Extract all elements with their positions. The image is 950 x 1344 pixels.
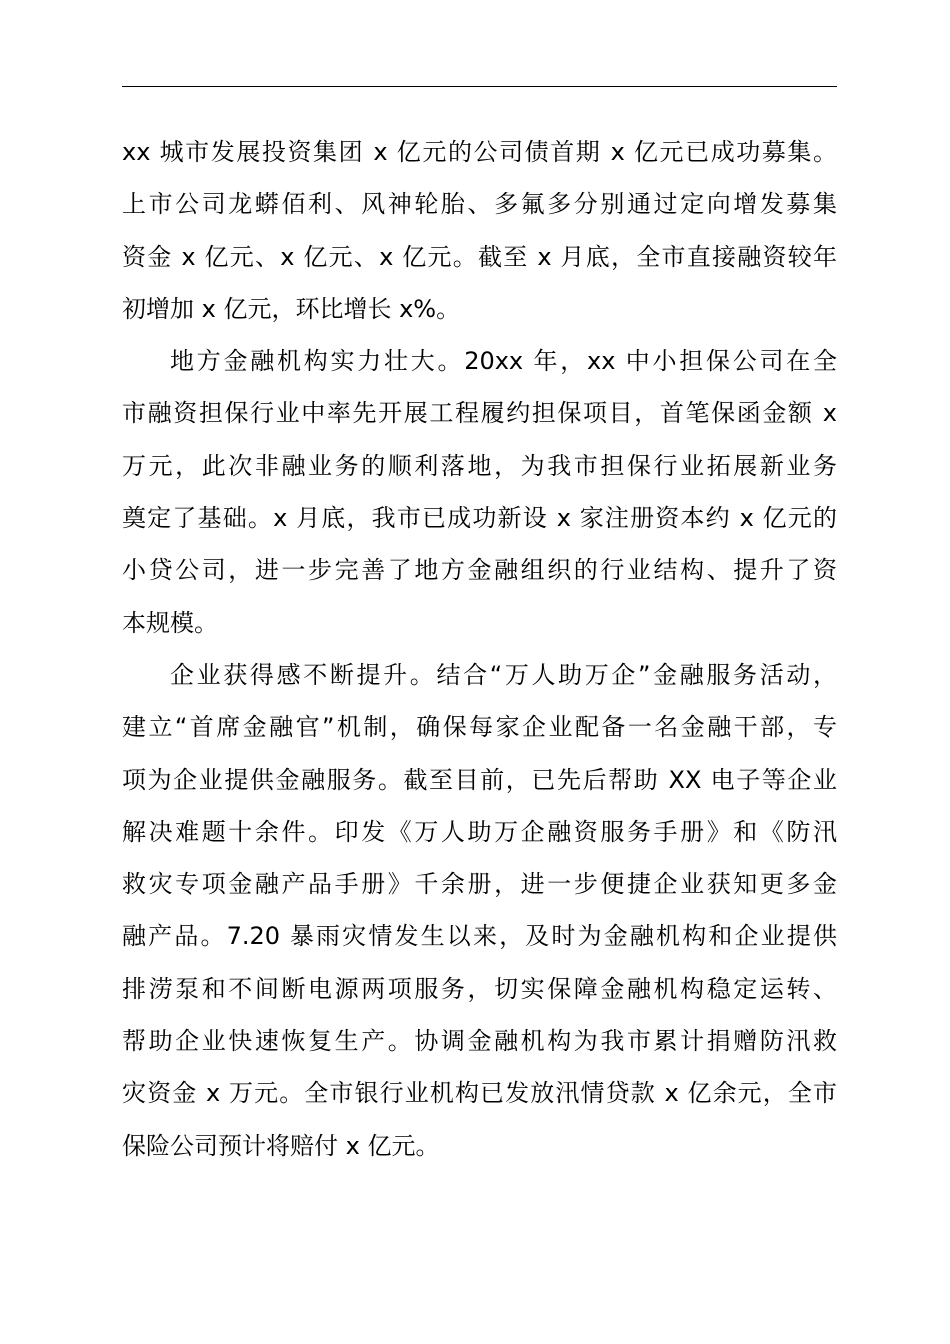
paragraph-3-line-3: 项为企业提供金融服务。截至目前，已先后帮助 XX 电子等企业	[122, 765, 837, 794]
paragraph-1-line-4: 初增加 x 亿元，环比增长 x%。	[122, 294, 461, 323]
paragraph-3-line-2: 建立“首席金融官”机制，确保每家企业配备一名金融干部，专	[122, 713, 837, 742]
paragraph-2-line-5: 小贷公司，进一步完善了地方金融组织的行业结构、提升了资	[122, 556, 837, 585]
paragraph-1-line-1: xx 城市发展投资集团 x 亿元的公司债首期 x 亿元已成功募集。	[122, 138, 837, 166]
paragraph-2-line-1: 地方金融机构实力壮大。20xx 年，xx 中小担保公司在全	[170, 347, 837, 376]
paragraph-3-line-8: 帮助企业快速恢复生产。协调金融机构为我市累计捐赠防汛救	[122, 1027, 837, 1056]
paragraph-2-line-6: 本规模。	[122, 608, 218, 637]
paragraph-3-line-5: 救灾专项金融产品手册》千余册，进一步便捷企业获知更多金	[122, 870, 837, 899]
paragraph-2-line-3: 万元，此次非融业务的顺利落地，为我市担保行业拓展新业务	[122, 451, 837, 480]
paragraph-3-line-9: 灾资金 x 万元。全市银行业机构已发放汛情贷款 x 亿余元，全市	[122, 1079, 837, 1108]
header-rule	[122, 86, 837, 87]
paragraph-2-line-2: 市融资担保行业中率先开展工程履约担保项目，首笔保函金额 x	[122, 399, 837, 428]
paragraph-1-line-3: 资金 x 亿元、x 亿元、x 亿元。截至 x 月底，全市直接融资较年	[122, 242, 837, 271]
paragraph-2-line-4: 奠定了基础。x 月底，我市已成功新设 x 家注册资本约 x 亿元的	[122, 504, 837, 533]
paragraph-3-line-10: 保险公司预计将赔付 x 亿元。	[122, 1131, 440, 1160]
document-body	[122, 126, 837, 1172]
paragraph-3-line-1: 企业获得感不断提升。结合“万人助万企”金融服务活动，	[170, 660, 837, 689]
paragraph-3-line-4: 解决难题十余件。印发《万人助万企融资服务手册》和《防汛	[122, 817, 837, 846]
paragraph-3-line-6: 融产品。7.20 暴雨灾情发生以来，及时为金融机构和企业提供	[122, 922, 837, 951]
paragraph-1-line-2: 上市公司龙蟒佰利、风神轮胎、多氟多分别通过定向增发募集	[122, 190, 837, 219]
paragraph-3-line-7: 排涝泵和不间断电源两项服务，切实保障金融机构稳定运转、	[122, 974, 837, 1003]
